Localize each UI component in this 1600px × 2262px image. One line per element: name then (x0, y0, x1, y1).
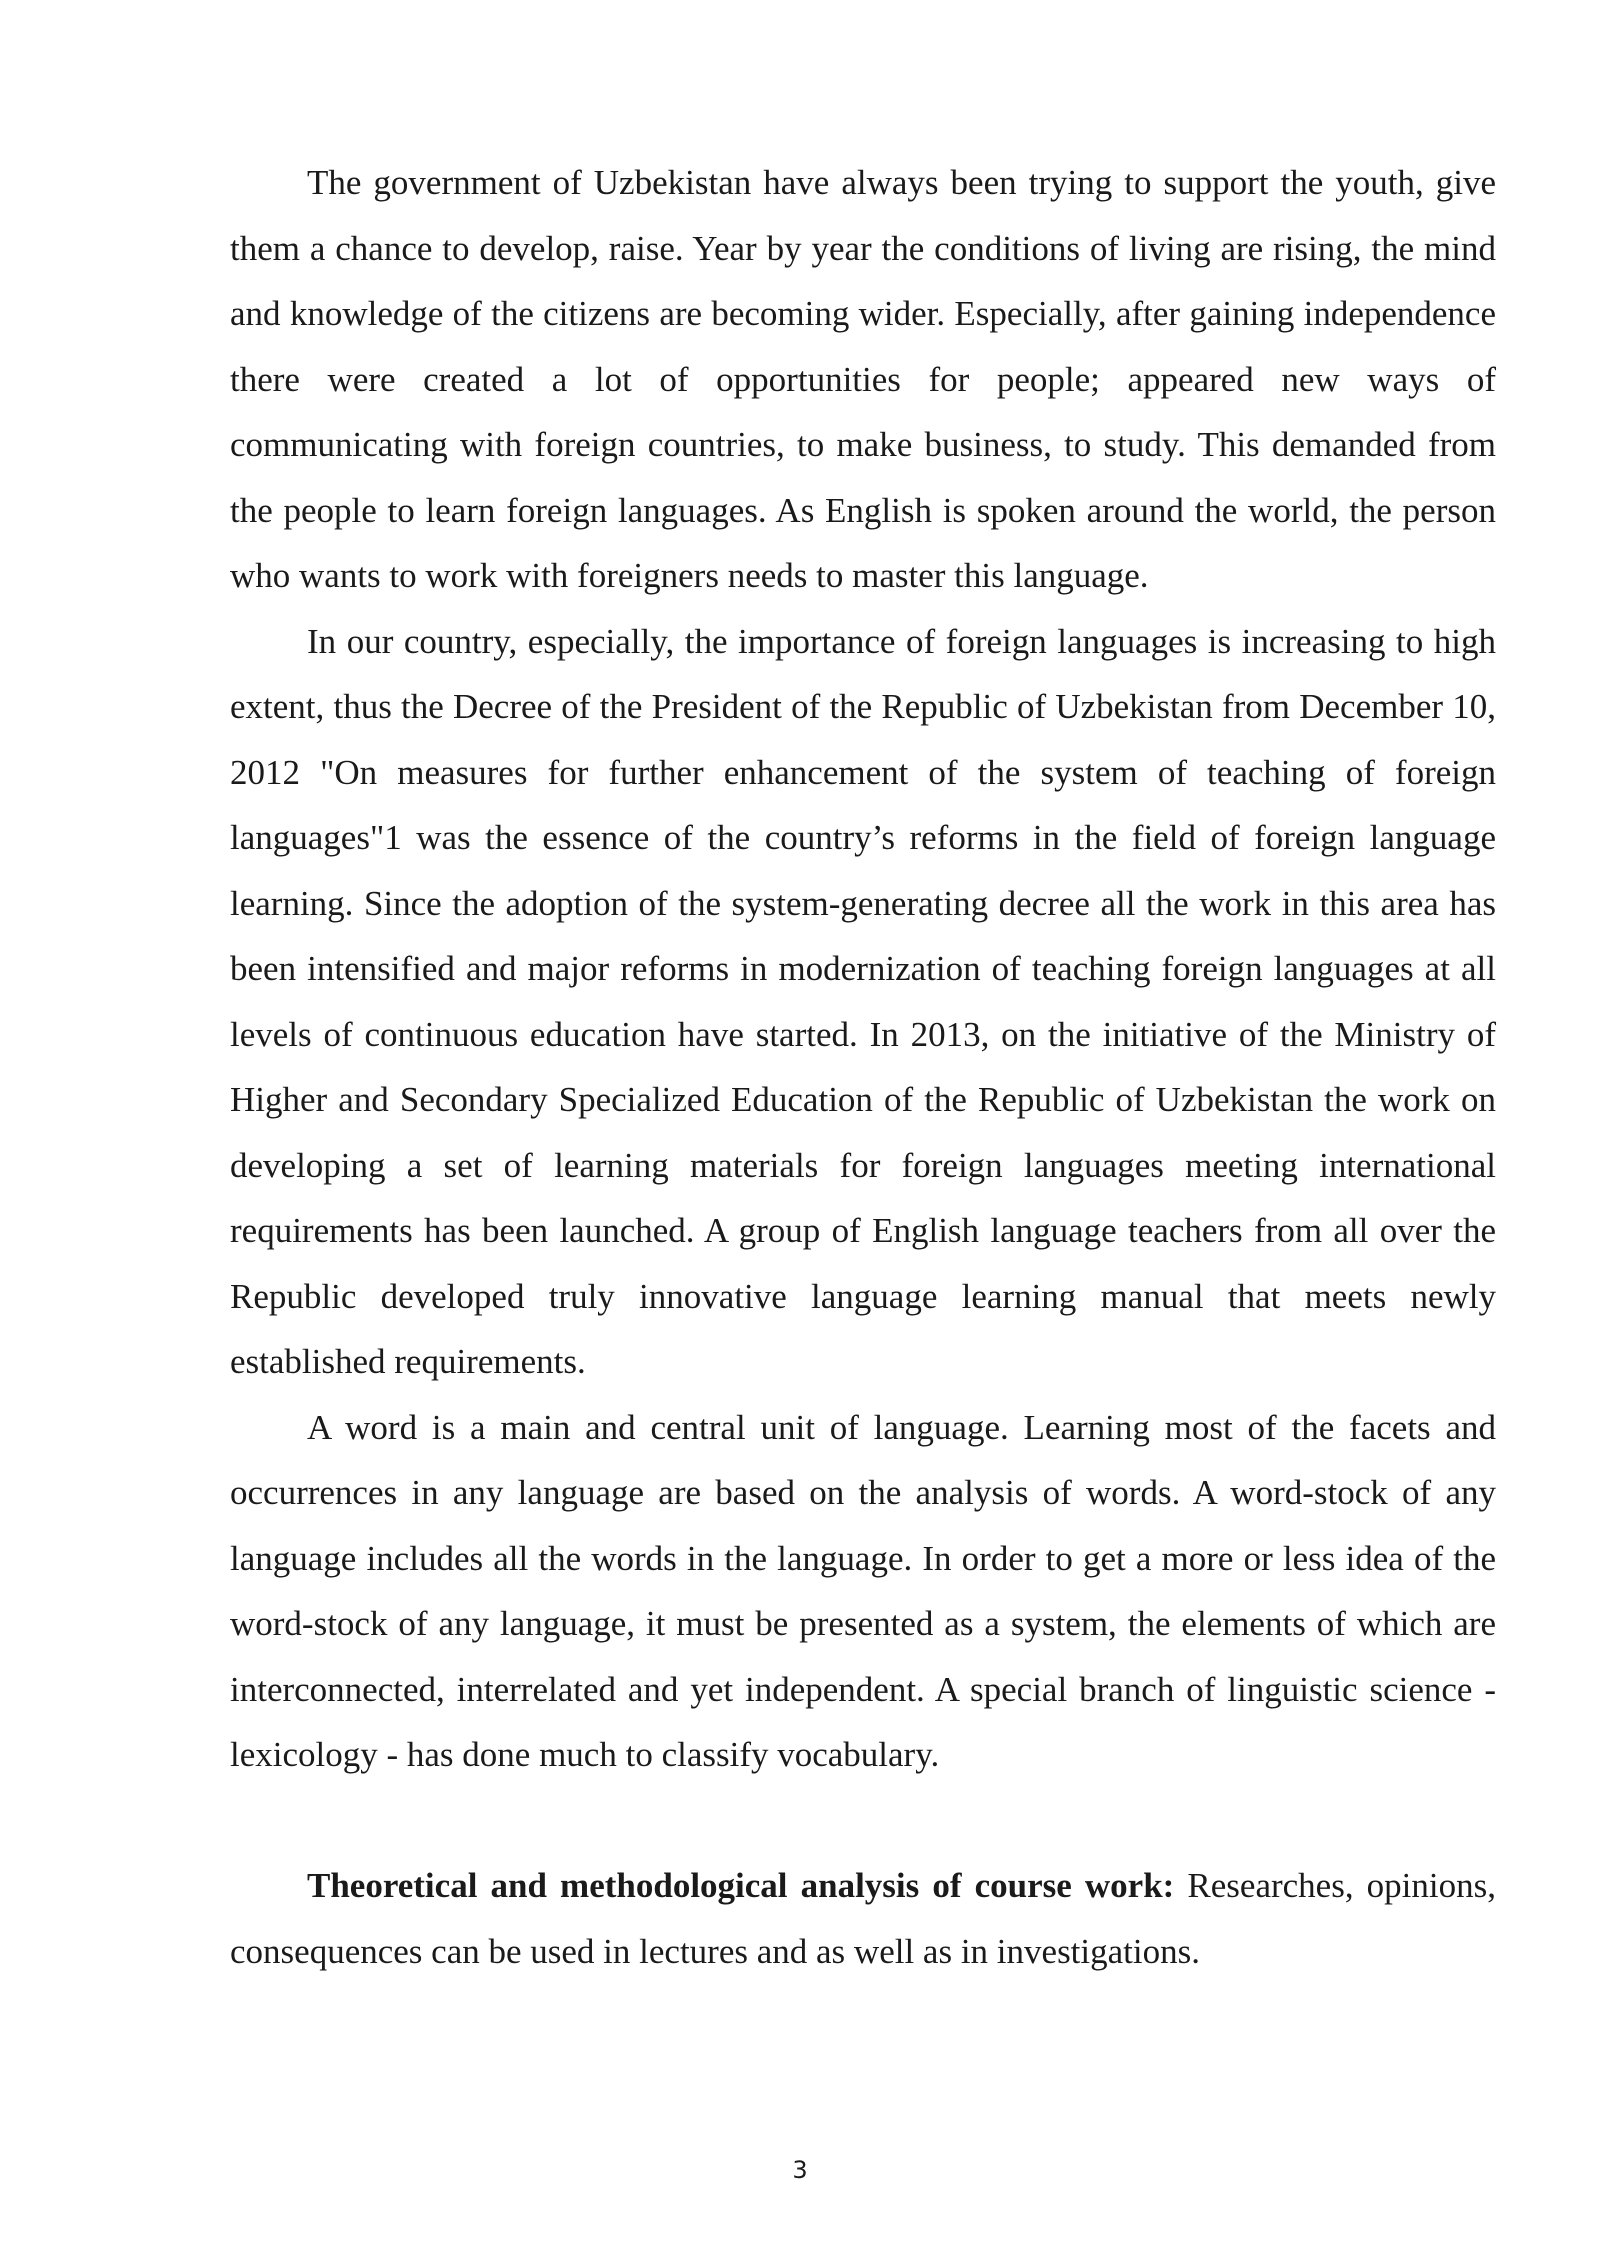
paragraph-decree: In our country, especially, the importance of foreign languages is increasing to high extent, thus the Decree of the President of the Republic of Uzbekistan from December 10, 2012 "On measures for further enhancement of the system of teaching of foreign languages"1 was the essence of the country’s reforms in the field of foreign language learning. Since the adoption of the system-generating decree all the work in this area has been intensified and major reforms in modernization of teaching foreign languages at all levels of continuous education have started. In 2013, on the initiative of the Ministry of Higher and Secondary Specialized Education of the Republic of Uzbekistan the work on developing a set of learning materials for foreign languages meeting international requirements has been launched. A group of English language teachers from all over the Republic developed truly innovative language learning manual that meets newly established requirements. (230, 621, 1496, 1381)
paragraph-analysis (230, 1853, 1496, 1984)
body-text (230, 150, 1496, 1984)
analysis-heading: Theoretical and methodological analysis of course work: (307, 1866, 1175, 1905)
analysis-text: Researches, opinions, consequences can be used in lectures and as well as in investigations. (230, 1866, 1496, 1971)
paragraph-word-definition: A word is a main and central unit of language. Learning most of the facets and occurrences in any language are based on the analysis of words. A word-stock of any language includes all the words in the language. In order to get a more or less idea of the word-stock of any language, it must be presented as a system, the elements of which are interconnected, interrelated and yet independent. A special branch of linguistic science - lexicology - has done much to classify vocabulary. (230, 1407, 1496, 1774)
paragraph-youth-support: The government of Uzbekistan have always been trying to support the youth, give them a chance to develop, raise. Year by year the conditions of living are rising, the mind and knowledge of the citizens are becoming wider. Especially, after gaining independence there were created a lot of opportunities for people; appeared new ways of communicating with foreign countries, to make business, to study. This demanded from the people to learn foreign languages. As English is spoken around the world, the person who wants to work with foreigners needs to master this language. (230, 163, 1496, 595)
page-number: 3 (792, 2156, 808, 2184)
paragraph-spacer (230, 1788, 1496, 1854)
